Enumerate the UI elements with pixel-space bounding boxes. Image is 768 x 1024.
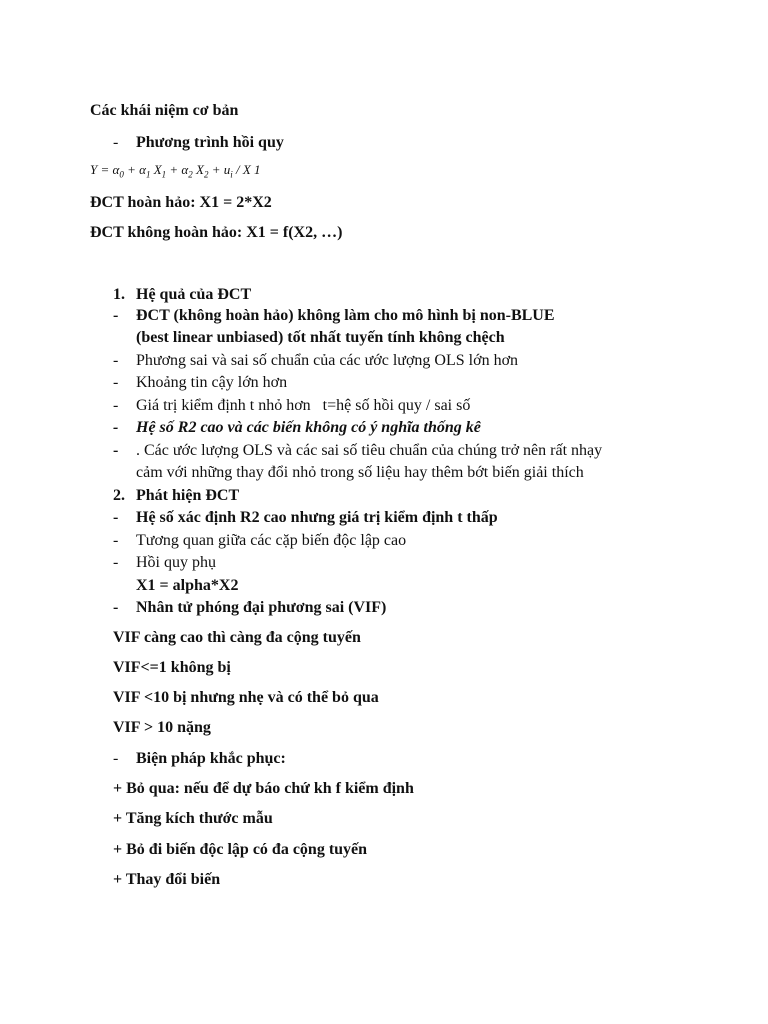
- list-item-text: X1 = alpha*X2: [136, 577, 239, 594]
- vif-line: VIF càng cao thì càng đa cộng tuyến: [113, 629, 361, 646]
- list-item-text: (best linear unbiased) tốt nhất tuyến tính không chệch: [136, 329, 505, 346]
- bullet-dash: -: [113, 307, 119, 324]
- bullet-dash: -: [113, 750, 119, 767]
- list-item-text: Hệ số xác định R2 cao nhưng giá trị kiểm định t thấp: [136, 509, 498, 526]
- remedy-label: Biện pháp khắc phục:: [136, 750, 286, 767]
- section-2-number: 2.: [113, 487, 125, 504]
- bullet-dash: -: [113, 599, 119, 616]
- list-item-text: ĐCT (không hoàn hảo) không làm cho mô hình bị non-BLUE: [136, 307, 555, 324]
- bullet-dash: -: [113, 419, 119, 436]
- bullet-dash: -: [113, 352, 119, 369]
- bullet-dash: -: [113, 374, 119, 391]
- imperfect-collinearity: ĐCT không hoàn hảo: X1 = f(X2, …): [90, 224, 343, 241]
- section-1-number: 1.: [113, 286, 125, 303]
- list-item-text: Tương quan giữa các cặp biến độc lập cao: [136, 532, 407, 549]
- remedy-line: + Thay đổi biến: [113, 871, 221, 888]
- list-item-text: . Các ước lượng OLS và các sai số tiêu chuẩn của chúng trở nên rất nhạy: [136, 442, 603, 459]
- section-heading: Các khái niệm cơ bản: [90, 102, 239, 119]
- section-1-label: Hệ quả của ĐCT: [136, 286, 252, 303]
- remedy-line: + Tăng kích thước mẫu: [113, 810, 273, 827]
- list-item-text: Nhân tử phóng đại phương sai (VIF): [136, 599, 387, 616]
- vif-line: VIF > 10 nặng: [113, 719, 211, 736]
- regression-equation: $Y = \alpha_0 + \alpha_1$ $X_1 + \alpha_2$ $X_2 + u_i / X$ 1: [90, 162, 261, 180]
- list-item-text: Phương sai và sai số chuẩn của các ước lượng OLS lớn hơn: [136, 352, 519, 369]
- bullet-dash: -: [113, 442, 119, 459]
- list-item-text: Giá trị kiểm định t nhỏ hơn t=hệ số hồi quy / sai số: [136, 397, 471, 414]
- bullet-dash: -: [113, 134, 119, 151]
- section-2-label: Phát hiện ĐCT: [136, 487, 240, 504]
- list-item-text: cảm với những thay đổi nhỏ trong số liệu hay thêm bớt biến giải thích: [136, 464, 584, 481]
- bullet-dash: -: [113, 397, 119, 414]
- regression-label: Phương trình hồi quy: [136, 134, 284, 151]
- remedy-line: + Bỏ qua: nếu để dự báo chứ kh f kiểm định: [113, 780, 414, 797]
- vif-line: VIF<=1 không bị: [113, 659, 231, 676]
- bullet-dash: -: [113, 509, 119, 526]
- bullet-dash: -: [113, 554, 119, 571]
- remedy-line: + Bỏ đi biến độc lập có đa cộng tuyến: [113, 841, 368, 858]
- list-item-text: Khoảng tin cậy lớn hơn: [136, 374, 288, 391]
- vif-line: VIF <10 bị nhưng nhẹ và có thể bỏ qua: [113, 689, 379, 706]
- list-item-text: Hệ số R2 cao và các biến không có ý nghĩa thống kê: [136, 419, 481, 436]
- perfect-collinearity: ĐCT hoàn hảo: X1 = 2*X2: [90, 194, 272, 211]
- bullet-dash: -: [113, 532, 119, 549]
- list-item-text: Hồi quy phụ: [136, 554, 216, 571]
